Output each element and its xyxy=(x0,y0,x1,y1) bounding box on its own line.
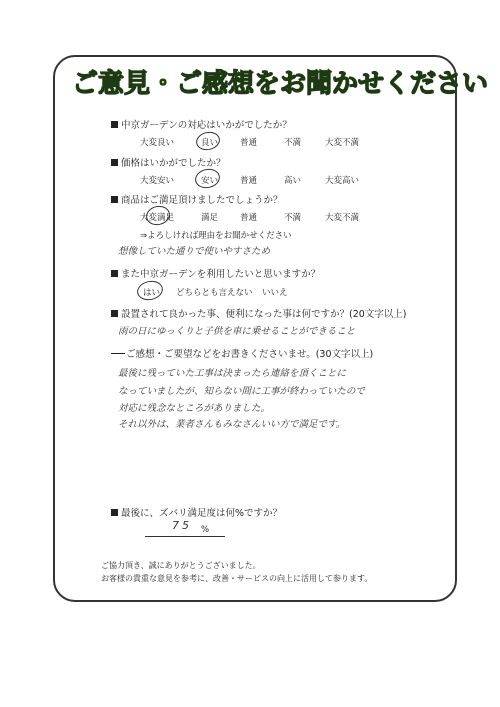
square-bullet-icon xyxy=(111,509,118,516)
q6-answer-line-2: なっていましたが、知らない間に工事が終わっていたので xyxy=(118,386,365,397)
q4-option-3: いいえ xyxy=(262,288,288,298)
square-bullet-icon xyxy=(111,270,118,277)
q2-option-5: 大変高い xyxy=(325,176,360,186)
reason-prompt: ⇒よろしければ理由をお聞かせください xyxy=(140,231,292,241)
q6-answer-line-4: それ以外は、業者さんもみなさんいい方で満足です。 xyxy=(118,419,346,430)
q6-answer-line-1: 最後に残っていた工事は決まったら連絡を頂くことに xyxy=(118,368,347,379)
q1-option-2: 良い xyxy=(201,138,219,148)
q1-option-1: 大変良い xyxy=(140,138,175,148)
reason-answer: 想像していた通りで使いやすさため xyxy=(118,246,271,257)
answer-underline xyxy=(145,536,225,537)
q1-option-4: 不満 xyxy=(284,138,302,148)
q3-option-4: 不満 xyxy=(284,213,302,223)
question-6: ご感想・ご要望などをお書きくださいませ。(30文字以上) xyxy=(111,346,373,360)
q5-answer: 雨の日にゆっくりと子供を車に乗せることができること xyxy=(118,326,356,337)
square-bullet-icon xyxy=(111,310,118,317)
square-bullet-icon xyxy=(111,159,118,166)
q1-option-5: 大変不満 xyxy=(325,138,360,148)
question-7: 最後に、ズバリ満足度は何%ですか？ xyxy=(111,505,282,519)
q4-option-2: どちらとも言えない xyxy=(176,288,253,298)
q2-option-4: 高い xyxy=(284,176,302,186)
question-4: また中京ガーデンを利用したいと思いますか？ xyxy=(111,266,320,280)
square-bullet-icon xyxy=(111,196,118,203)
q3-option-5: 大変不満 xyxy=(325,213,360,223)
thanks-note: ご協力頂き、誠にありがとうございました。 xyxy=(101,561,261,570)
q3-option-2: 満足 xyxy=(201,213,219,223)
q1-option-3: 普通 xyxy=(240,138,258,148)
q3-option-1: 大変満足 xyxy=(140,213,175,223)
question-1: 中京ガーデンの対応はいかがでしたか？ xyxy=(111,117,292,131)
question-3: 商品はご満足頂けましたでしょうか？ xyxy=(111,192,283,206)
dash-bullet-icon xyxy=(111,353,125,354)
q3-option-3: 普通 xyxy=(240,213,258,223)
q4-option-1: はい xyxy=(143,288,161,298)
percent-unit: % xyxy=(201,525,210,535)
q2-option-3: 普通 xyxy=(240,176,258,186)
q2-option-2: 安い xyxy=(201,176,219,186)
page-title: ご意見・ご感想をお聞かせください xyxy=(72,69,489,99)
question-2: 価格はいかがでしたか？ xyxy=(111,155,226,169)
q2-option-1: 大変安い xyxy=(140,176,175,186)
q6-answer-line-3: 対応に残念なところがありました。 xyxy=(118,403,271,414)
feedback-note: お客様の貴重な意見を参考に、改善・サービスの向上に活用して参ります。 xyxy=(101,574,373,583)
square-bullet-icon xyxy=(111,121,118,128)
question-5: 設置されて良かった事、便利になった事は何ですか？(20文字以上) xyxy=(111,306,407,320)
satisfaction-value: 75 xyxy=(172,519,192,532)
